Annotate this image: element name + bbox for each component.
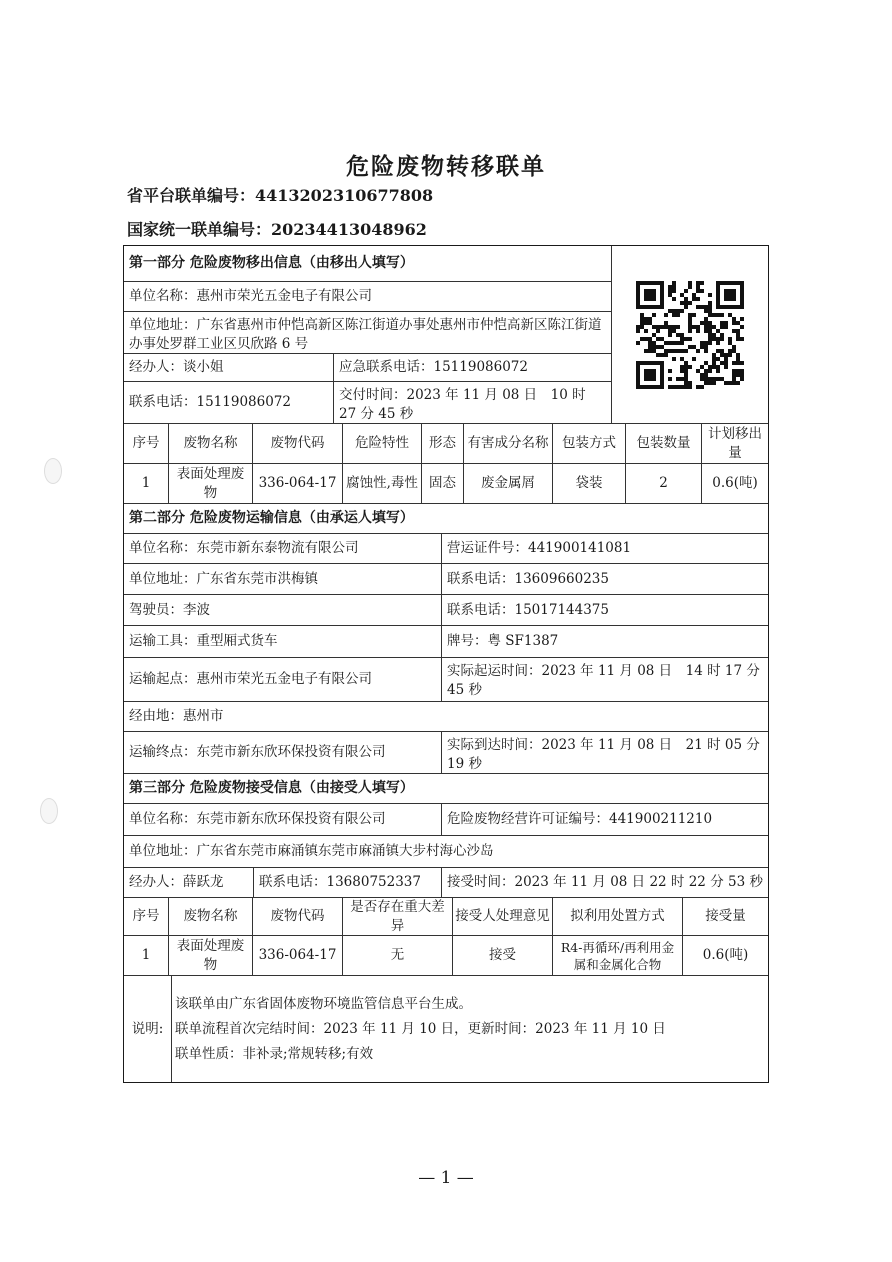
p3-col-method: 拟利用处置方式 — [553, 898, 683, 936]
p3-col-difference: 是否存在重大差异 — [343, 898, 453, 936]
p1-row-name: 表面处理废物 — [169, 464, 253, 504]
part3-permit: 危险废物经营许可证编号：441900211210 — [442, 804, 768, 836]
p1-row-index: 1 — [124, 464, 169, 504]
notes-line-2: 联单流程首次完结时间：2023 年 11 月 10 日，更新时间：2023 年 11 月 10 日 — [175, 1021, 666, 1037]
part2-vehicle: 运输工具：重型厢式货车 — [124, 626, 442, 658]
part2-depart-time: 实际起运时间：2023 年 11 月 08 日 14 时 17 分 45 秒 — [442, 658, 768, 702]
part2-via: 经由地：惠州市 — [124, 702, 768, 732]
part1-unit-address: 单位地址：广东省惠州市仲恺高新区陈江街道办事处惠州市仲恺高新区陈江街道办事处罗群工业区贝欣路 6 号 — [124, 312, 612, 354]
national-number-line — [127, 217, 427, 240]
part1-contact-phone: 联系电话：15119086072 — [124, 382, 334, 424]
p3-row-difference: 无 — [343, 936, 453, 976]
province-number: 4413202310677808 — [255, 186, 434, 205]
p3-row-method: R4-再循环/再利用金属和金属化合物 — [553, 936, 683, 976]
p1-row-planned: 0.6(吨) — [702, 464, 768, 504]
p3-col-opinion: 接受人处理意见 — [453, 898, 553, 936]
p1-col-quantity: 包装数量 — [626, 424, 702, 464]
p1-col-name: 废物名称 — [169, 424, 253, 464]
part3-unit-address: 单位地址：广东省东莞市麻涌镇东莞市麻涌镇大步村海心沙岛 — [124, 836, 768, 868]
part2-origin: 运输起点：惠州市荣光五金电子有限公司 — [124, 658, 442, 702]
p1-row-component: 废金属屑 — [464, 464, 553, 504]
page-number: — 1 — — [418, 1168, 474, 1188]
p3-row-received: 0.6(吨) — [683, 936, 768, 976]
part1-handler: 经办人：谈小姐 — [124, 354, 334, 382]
part2-unit-address: 单位地址：广东省东莞市洪梅镇 — [124, 564, 442, 595]
notes-label: 说明: — [124, 976, 172, 1082]
p3-col-received: 接受量 — [683, 898, 768, 936]
binder-hole-top — [44, 458, 62, 484]
province-number-line — [127, 183, 433, 206]
notes-line-1: 该联单由广东省固体废物环境监管信息平台生成。 — [175, 996, 472, 1012]
p1-row-packing: 袋装 — [553, 464, 626, 504]
p1-row-hazard: 腐蚀性,毒性 — [343, 464, 422, 504]
p1-col-hazard: 危险特性 — [343, 424, 422, 464]
p3-col-code: 废物代码 — [253, 898, 343, 936]
part2-driver: 驾驶员：李波 — [124, 595, 442, 626]
part3-phone: 联系电话：13680752337 — [254, 868, 442, 898]
p1-col-code: 废物代码 — [253, 424, 343, 464]
part3-receive-time: 接受时间：2023 年 11 月 08 日 22 时 22 分 53 秒 — [442, 868, 768, 898]
p1-row-quantity: 2 — [626, 464, 702, 504]
part3-title: 第三部分 危险废物接受信息（由接受人填写） — [124, 774, 768, 804]
national-number-label: 国家统一联单编号： — [127, 220, 272, 239]
notes-line-3: 联单性质：非补录;常规转移;有效 — [175, 1046, 374, 1062]
part2-license: 营运证件号：441900141081 — [442, 534, 768, 564]
national-number: 20234413048962 — [271, 220, 427, 239]
notes-content — [172, 976, 768, 1082]
page-title: 危险废物转移联单 — [346, 153, 546, 180]
part3-handler: 经办人：薛跃龙 — [124, 868, 254, 898]
p1-col-component: 有害成分名称 — [464, 424, 553, 464]
part2-arrive-time: 实际到达时间：2023 年 11 月 08 日 21 时 05 分 19 秒 — [442, 732, 768, 774]
p1-col-packing: 包装方式 — [553, 424, 626, 464]
p1-col-form: 形态 — [422, 424, 464, 464]
p3-row-opinion: 接受 — [453, 936, 553, 976]
part2-phone-2: 联系电话：15017144375 — [442, 595, 768, 626]
part2-phone-1: 联系电话：13609660235 — [442, 564, 768, 595]
p3-row-index: 1 — [124, 936, 169, 976]
p3-col-name: 废物名称 — [169, 898, 253, 936]
p3-col-index: 序号 — [124, 898, 169, 936]
province-number-label: 省平台联单编号： — [127, 186, 256, 205]
p1-col-planned: 计划移出量 — [702, 424, 768, 464]
p1-row-form: 固态 — [422, 464, 464, 504]
part3-unit-name: 单位名称：东莞市新东欣环保投资有限公司 — [124, 804, 442, 836]
part2-destination: 运输终点：东莞市新东欣环保投资有限公司 — [124, 732, 442, 774]
p1-col-index: 序号 — [124, 424, 169, 464]
qr-code — [636, 281, 744, 389]
part2-plate: 牌号：粤 SF1387 — [442, 626, 768, 658]
p3-row-code: 336-064-17 — [253, 936, 343, 976]
part1-unit-name: 单位名称：惠州市荣光五金电子有限公司 — [124, 282, 612, 312]
part2-unit-name: 单位名称：东莞市新东泰物流有限公司 — [124, 534, 442, 564]
binder-hole-bottom — [40, 798, 58, 824]
part1-title: 第一部分 危险废物移出信息（由移出人填写） — [124, 246, 612, 282]
part2-title: 第二部分 危险废物运输信息（由承运人填写） — [124, 504, 768, 534]
p1-row-code: 336-064-17 — [253, 464, 343, 504]
part1-handover-time: 交付时间：2023 年 11 月 08 日 10 时 27 分 45 秒 — [334, 382, 612, 424]
p3-row-name: 表面处理废物 — [169, 936, 253, 976]
part1-emergency-phone: 应急联系电话：15119086072 — [334, 354, 612, 382]
